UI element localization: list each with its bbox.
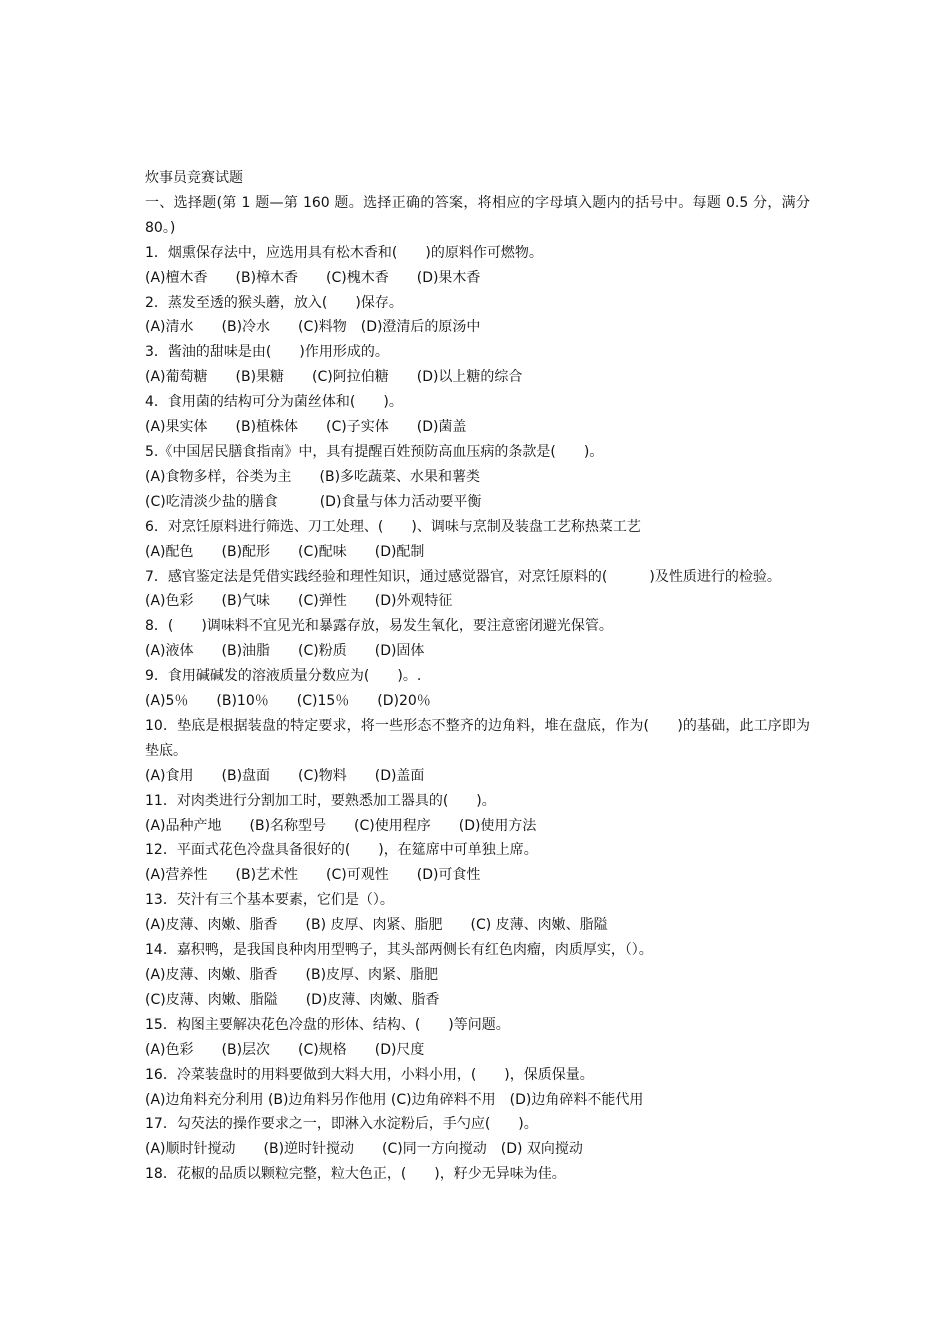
options-1: (A)檀木香 (B)樟木香 (C)槐木香 (D)果木香 <box>145 269 481 286</box>
question-1: 1．烟熏保存法中，应选用具有松木香和( )的原料作可燃物。 <box>145 244 543 261</box>
question-7: 7．感官鉴定法是凭借实践经验和理性知识，通过感觉器官，对烹饪原料的( )及性质进行的检验。 <box>145 568 781 585</box>
question-14: 14．嘉积鸭，是我国良种肉用型鸭子，其头部两侧长有红色肉瘤，肉质厚实，（）。 <box>145 942 653 959</box>
question-5: 5.《中国居民膳食指南》中，具有提醒百姓预防高血压病的条款是( )。 <box>145 443 604 460</box>
options-11: (A)品种产地 (B)名称型号 (C)使用程序 (D)使用方法 <box>145 817 537 834</box>
options-17: (A)顺时针搅动 (B)逆时针搅动 (C)同一方向搅动 (D) 双向搅动 <box>145 1141 583 1158</box>
question-16: 16．冷菜装盘时的用料要做到大料大用，小料小用，( )，保质保量。 <box>145 1066 594 1083</box>
section-heading: 一、选择题(第 1 题—第 160 题。选择正确的答案，将相应的字母填入题内的括号中。每题 0.5 分，满分 80。) <box>145 194 810 236</box>
options-5b: (C)吃清淡少盐的膳食 (D)食量与体力活动要平衡 <box>145 493 482 510</box>
options-3: (A)葡萄糖 (B)果糖 (C)阿拉伯糖 (D)以上糖的综合 <box>145 369 523 386</box>
question-2: 2．蒸发至透的猴头蘑，放入( )保存。 <box>145 294 403 311</box>
options-5a: (A)食物多样，谷类为主 (B)多吃蔬菜、水果和薯类 <box>145 468 481 485</box>
options-8: (A)液体 (B)油脂 (C)粉质 (D)固体 <box>145 643 425 660</box>
question-3: 3．酱油的甜味是由( )作用形成的。 <box>145 344 389 361</box>
options-2: (A)清水 (B)冷水 (C)料物 (D)澄清后的原汤中 <box>145 319 481 336</box>
question-17: 17．勾芡法的操作要求之一，即淋入水淀粉后，手勺应( )。 <box>145 1116 538 1133</box>
question-11: 11．对肉类进行分割加工时，要熟悉加工器具的( )。 <box>145 792 496 809</box>
options-9: (A)5％ (B)10％ (C)15％ (D)20％ <box>145 693 431 710</box>
question-6: 6．对烹饪原料进行筛选、刀工处理、( )、调味与烹制及装盘工艺称热菜工艺 <box>145 518 641 535</box>
document-body <box>145 166 810 1187</box>
document-title: 炊事员竞赛试题 <box>145 170 243 186</box>
question-12: 12．平面式花色冷盘具备很好的( )，在筵席中可单独上席。 <box>145 842 538 859</box>
question-18: 18．花椒的品质以颗粒完整，粒大色正，( )，籽少无异味为佳。 <box>145 1166 566 1183</box>
options-10: (A)食用 (B)盘面 (C)物料 (D)盖面 <box>145 767 425 784</box>
options-15: (A)色彩 (B)层次 (C)规格 (D)尺度 <box>145 1041 425 1058</box>
question-10: 10．垫底是根据装盘的特定要求，将一些形态不整齐的边角料，堆在盘底，作为( )的基础，此工序即为垫底。 <box>145 717 810 759</box>
question-13: 13．芡汁有三个基本要素，它们是（）。 <box>145 892 394 909</box>
options-14b: (C)皮薄、肉嫩、脂隘 (D)皮薄、肉嫩、脂香 <box>145 991 440 1008</box>
options-7: (A)色彩 (B)气味 (C)弹性 (D)外观特征 <box>145 593 453 610</box>
options-4: (A)果实体 (B)植株体 (C)子实体 (D)菌盖 <box>145 419 467 436</box>
options-13: (A)皮薄、肉嫩、脂香 (B) 皮厚、肉紧、脂肥 (C) 皮薄、肉嫩、脂隘 <box>145 917 608 934</box>
options-16: (A)边角料充分利用 (B)边角料另作他用 (C)边角碎料不用 (D)边角碎料不能代用 <box>145 1091 644 1108</box>
options-12: (A)营养性 (B)艺术性 (C)可观性 (D)可食性 <box>145 867 481 884</box>
question-4: 4．食用菌的结构可分为菌丝体和( )。 <box>145 394 403 411</box>
options-6: (A)配色 (B)配形 (C)配味 (D)配制 <box>145 543 425 560</box>
question-8: 8．( )调味料不宜见光和暴露存放，易发生氧化，要注意密闭避光保管。 <box>145 618 613 635</box>
question-15: 15．构图主要解决花色冷盘的形体、结构、( )等问题。 <box>145 1016 510 1033</box>
options-14a: (A)皮薄、肉嫩、脂香 (B)皮厚、肉紧、脂肥 <box>145 967 439 983</box>
question-9: 9．食用碱碱发的溶液质量分数应为( )。. <box>145 668 422 685</box>
